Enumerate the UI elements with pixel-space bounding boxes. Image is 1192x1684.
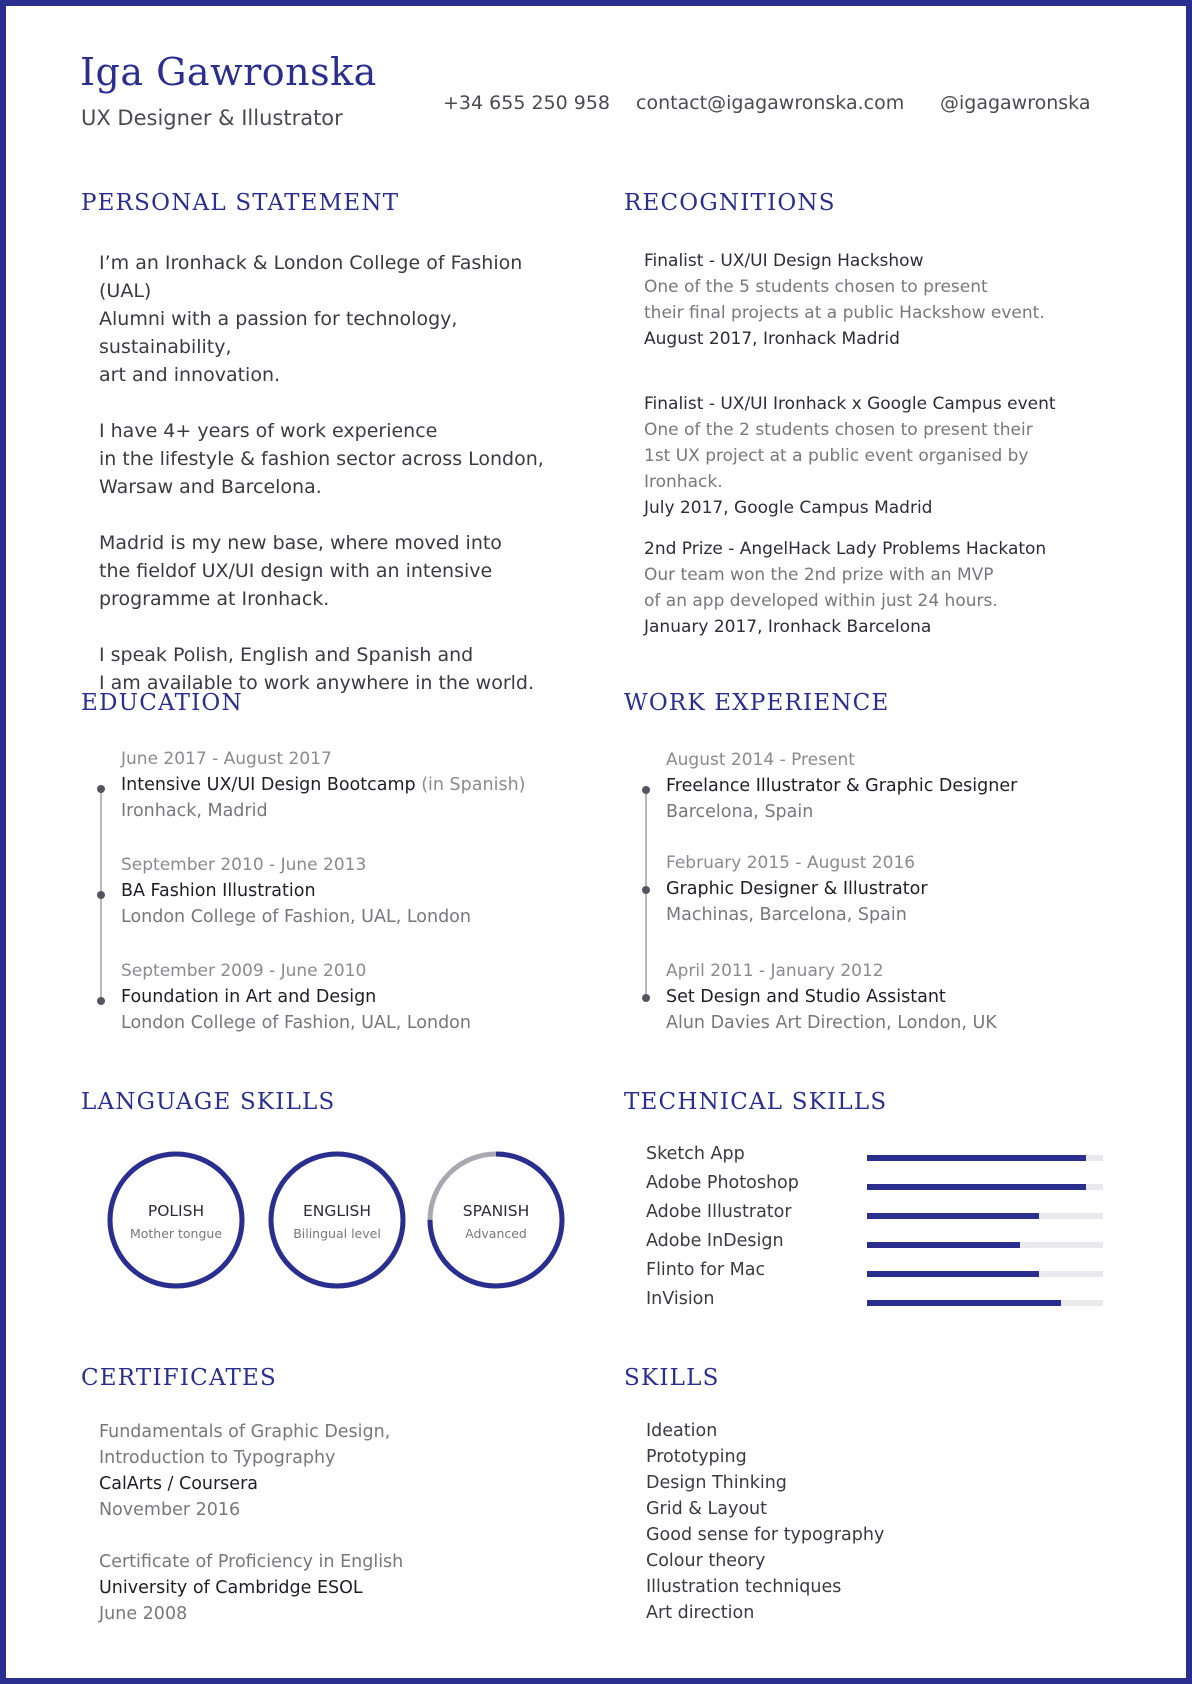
personal-statement-text [99,249,579,725]
skill-item: Grid & Layout [646,1499,767,1519]
skill-level-bar [867,1184,1086,1190]
section-title-skills: SKILLS [624,1365,720,1391]
section-title-language-skills: LANGUAGE SKILLS [81,1089,336,1115]
statement-paragraph: Madrid is my new base, where moved into the fieldof UX/UI design with an intensive programme at Ironhack. [99,532,502,610]
technical-skill-row [646,1173,1106,1202]
language-name: ENGLISH [302,1202,372,1220]
statement-paragraph: I speak Polish, English and Spanish and I am available to work anywhere in the world. [99,644,535,694]
skill-level-track [867,1184,1103,1190]
education-item: September 2009 - June 2010 Foundation in Art and Design London College of Fashion, UAL, London [121,961,471,1033]
language-ring-english [267,1150,407,1290]
timeline-dot [642,994,650,1002]
language-level: Mother tongue [129,1226,223,1241]
statement-paragraph: I’m an Ironhack & London College of Fashion (UAL) Alumni with a passion for technology, sustainability, art and innovation. [99,252,523,386]
skill-item: Ideation [646,1421,718,1441]
section-title-education: EDUCATION [81,690,243,716]
education-item: September 2010 - June 2013 BA Fashion Illustration London College of Fashion, UAL, London [121,855,471,927]
social-handle[interactable]: @igagawronska [940,92,1091,114]
skill-item: Illustration techniques [646,1577,842,1597]
phone-number[interactable]: +34 655 250 958 [443,92,611,114]
work-item: August 2014 - Present Freelance Illustrator & Graphic Designer Barcelona, Spain [666,750,1018,822]
email-address[interactable]: contact@igagawronska.com [636,92,905,114]
technical-skill-name: InVision [646,1289,715,1309]
language-ring-spanish [426,1150,566,1290]
progress-ring [267,1150,407,1290]
timeline-dot [97,891,105,899]
work-item: February 2015 - August 2016 Graphic Designer & Illustrator Machinas, Barcelona, Spain [666,853,928,925]
ring-progress [110,1154,242,1286]
progress-ring [426,1150,566,1290]
skill-level-track [867,1300,1103,1306]
language-name: POLISH [147,1202,205,1220]
language-level: Advanced [465,1226,527,1241]
recognition-item: 2nd Prize - AngelHack Lady Problems Hackaton Our team won the 2nd prize with an MVP of an app developed within just 24 hours. January 2017, Ironhack Barcelona [644,539,1047,637]
skill-level-track [867,1155,1103,1161]
skill-level-track [867,1213,1103,1219]
progress-ring [106,1150,246,1290]
timeline-dot [97,997,105,1005]
certificate-item: Certificate of Proficiency in English University of Cambridge ESOL June 2008 [99,1552,404,1624]
technical-skill-row [646,1202,1106,1231]
technical-skill-row [646,1144,1106,1173]
skills-list [646,1418,884,1626]
work-item: April 2011 - January 2012 Set Design and Studio Assistant Alun Davies Art Direction, London, UK [666,961,997,1033]
skill-level-bar [867,1300,1061,1306]
language-name: SPANISH [462,1202,530,1220]
timeline-dot [97,785,105,793]
technical-skill-name: Adobe InDesign [646,1231,784,1251]
candidate-name: Iga Gawronska [80,50,377,94]
timeline-dot [642,886,650,894]
technical-skill-name: Adobe Photoshop [646,1173,799,1193]
section-title-certificates: CERTIFICATES [81,1365,278,1391]
skill-item: Art direction [646,1603,755,1623]
section-title-recognitions: RECOGNITIONS [624,190,836,216]
candidate-role: UX Designer & Illustrator [81,106,343,130]
skill-level-track [867,1271,1103,1277]
section-title-personal-statement: PERSONAL STATEMENT [81,190,400,216]
skill-item: Good sense for typography [646,1525,885,1545]
technical-skill-row [646,1289,1106,1318]
skill-level-track [867,1242,1103,1248]
section-title-work-experience: WORK EXPERIENCE [624,690,890,716]
recognition-item: Finalist - UX/UI Ironhack x Google Campus event One of the 2 students chosen to present their 1st UX project at a public event organised by Ironhack. July 2017, Google Campus Madrid [644,394,1056,518]
technical-skill-row [646,1231,1106,1260]
technical-skill-name: Flinto for Mac [646,1260,766,1280]
skill-level-bar [867,1242,1020,1248]
skill-level-bar [867,1213,1039,1219]
recognition-item: Finalist - UX/UI Design Hackshow One of the 5 students chosen to present their final projects at a public Hackshow event. August 2017, Ironhack Madrid [644,251,1045,349]
skill-level-bar [867,1155,1086,1161]
timeline-dot [642,786,650,794]
section-title-technical-skills: TECHNICAL SKILLS [624,1089,888,1115]
skill-item: Design Thinking [646,1473,787,1493]
ring-progress [271,1154,403,1286]
skill-item: Prototyping [646,1447,747,1467]
language-ring-polish [106,1150,246,1290]
statement-paragraph: I have 4+ years of work experience in the lifestyle & fashion sector across London, Warsaw and Barcelona. [99,420,544,498]
technical-skill-name: Adobe Illustrator [646,1202,792,1222]
education-item: June 2017 - August 2017 Intensive UX/UI Design Bootcamp (in Spanish) Ironhack, Madrid [121,749,526,821]
skill-level-bar [867,1271,1039,1277]
technical-skill-name: Sketch App [646,1144,745,1164]
technical-skill-row [646,1260,1106,1289]
language-level: Bilingual level [293,1226,381,1241]
skill-item: Colour theory [646,1551,766,1571]
work-timeline-line [645,790,647,1001]
certificate-item: Fundamentals of Graphic Design, Introduction to Typography CalArts / Coursera November 2016 [99,1422,391,1520]
